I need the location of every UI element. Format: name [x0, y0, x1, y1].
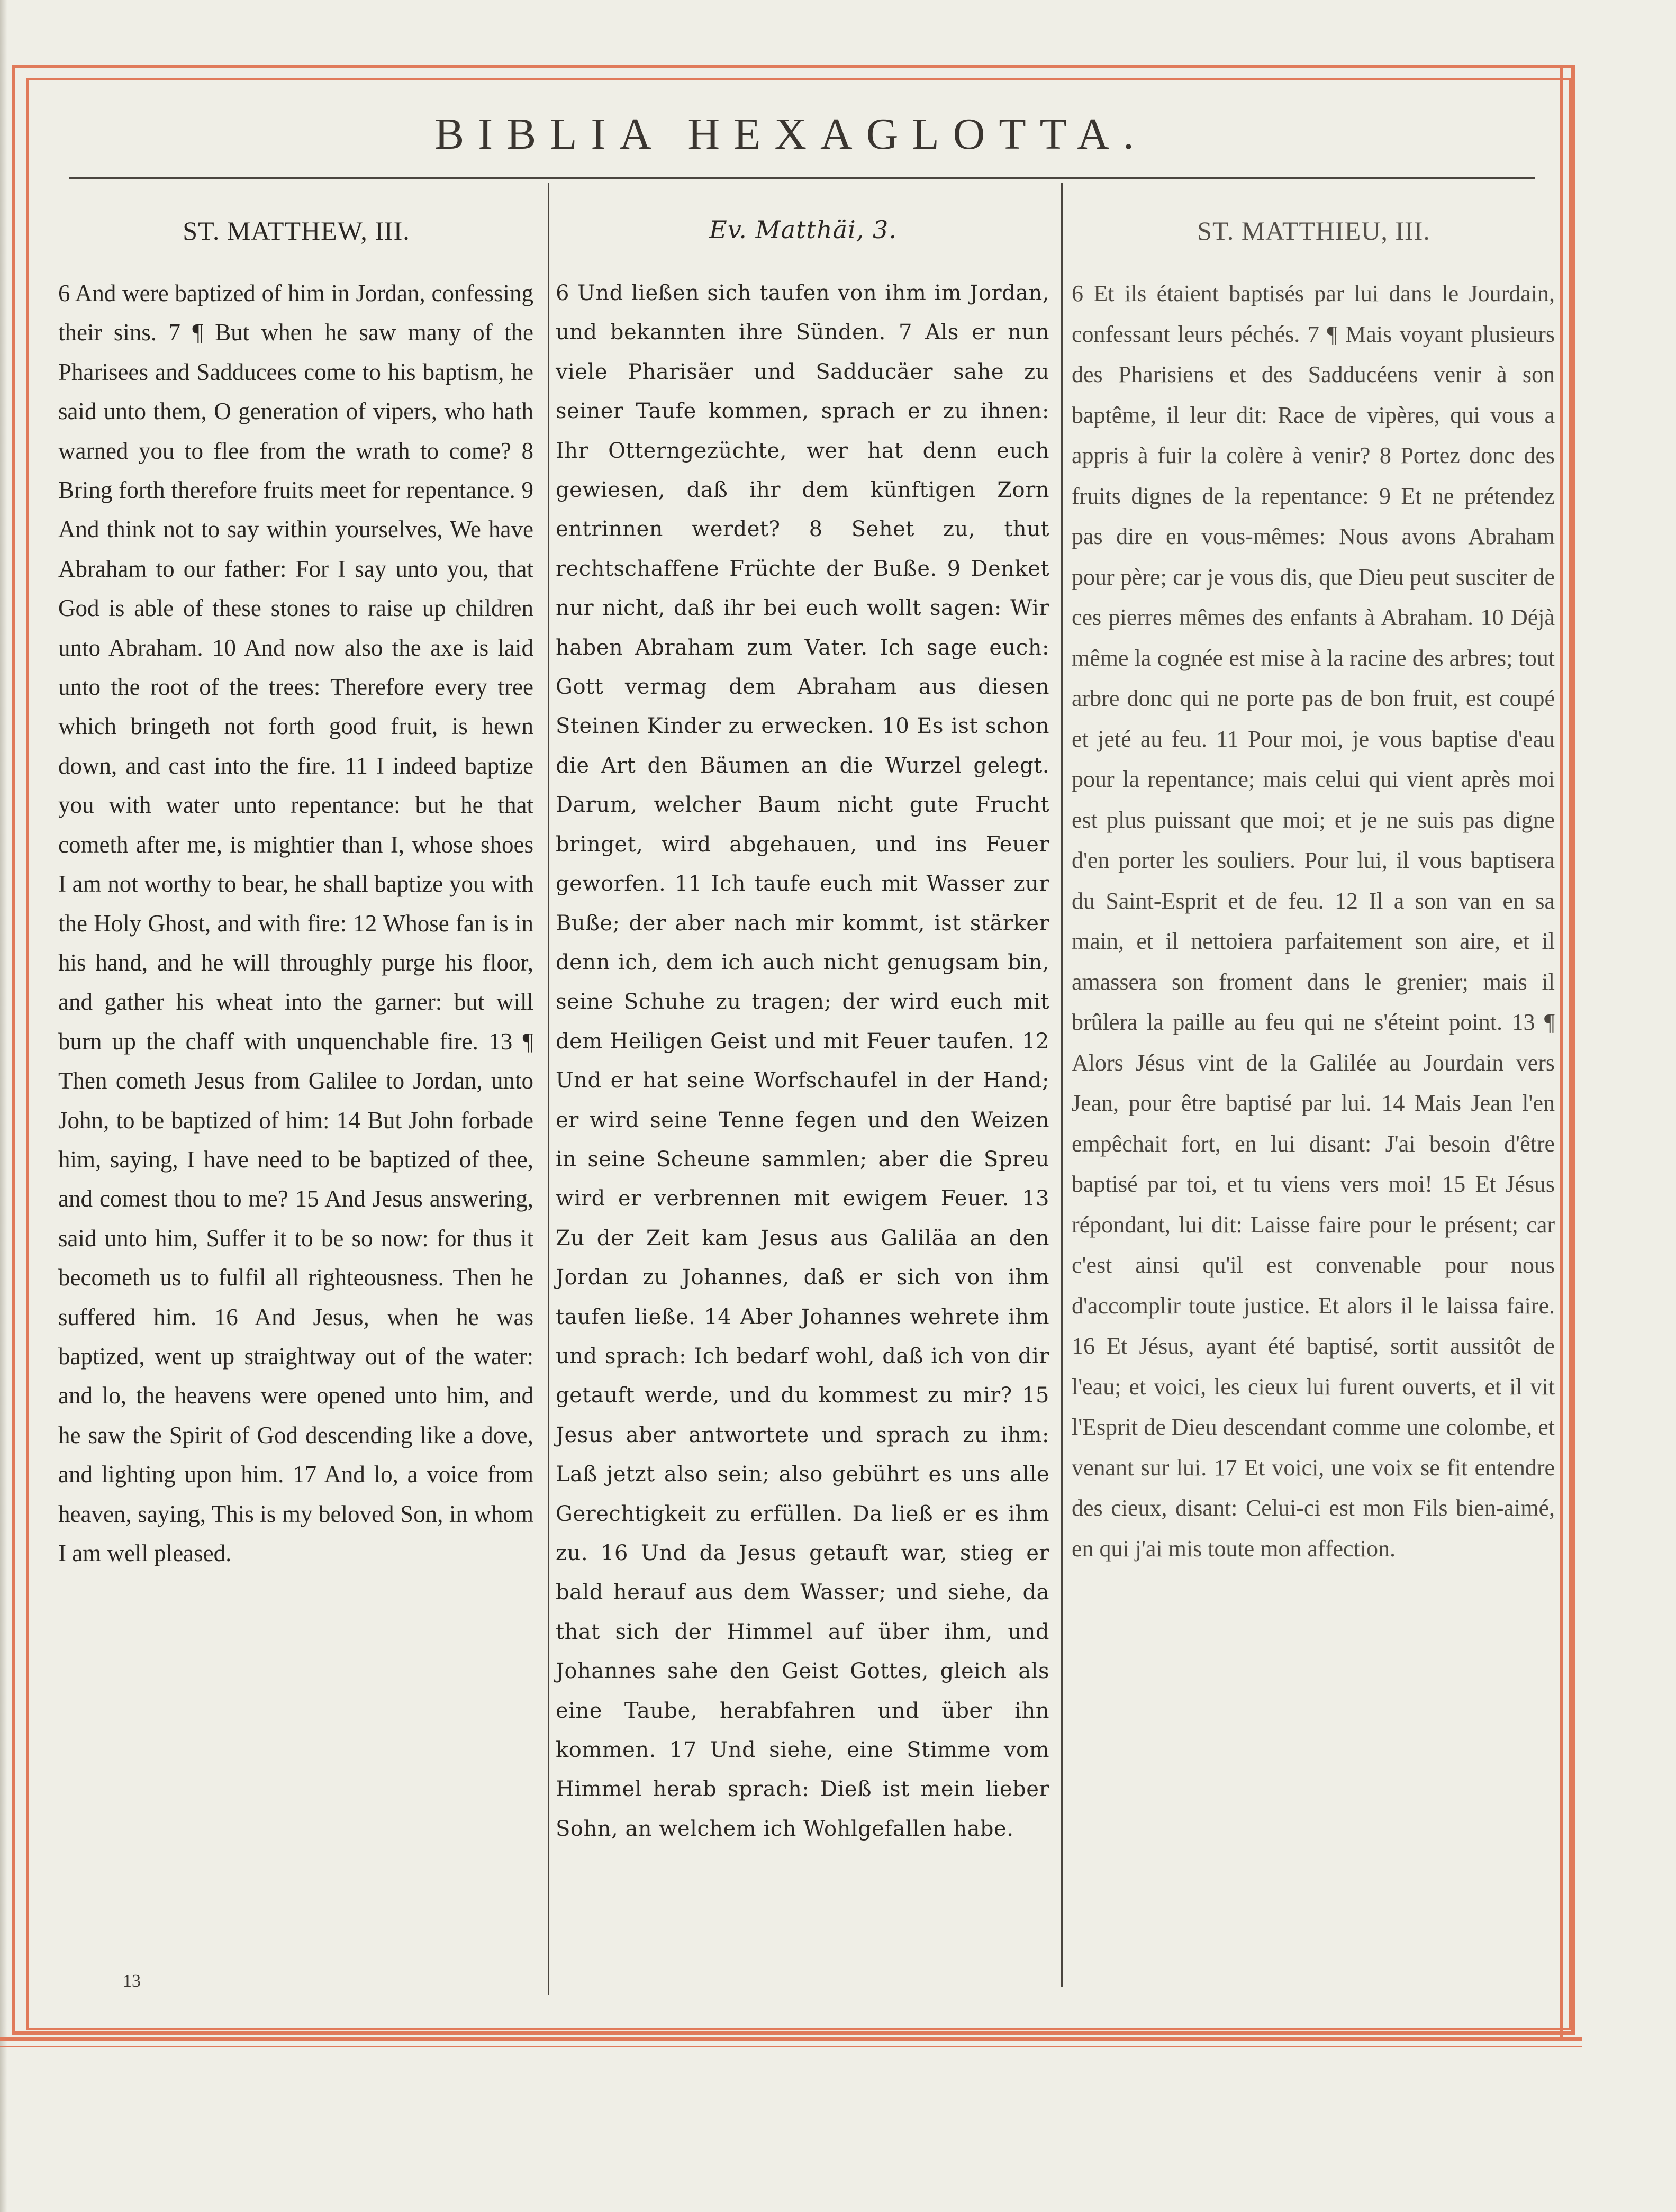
column-divider-left [548, 183, 549, 1995]
column-text-german: 6 Und ließen sich taufen von ihm im Jordan, und bekannten ihre Sünden. 7 Als er nun viele Pharisäer und Sadducäer sahe zu seiner Taufe kommen, sprach er zu ihnen: Ihr Otterngezüchte, wer hat denn euch gewiesen, daß ihr dem künftigen Zorn entrinnen werdet? 8 Sehet zu, thut rechtschaffene Früchte der Buße. 9 Denket nur nicht, daß ihr bei euch wollt sagen: Wir haben Abraham zum Vater. Ich sage euch: Gott vermag dem Abraham aus diesen Steinen Kinder zu erwecken. 10 Es ist schon die Art den Bäumen an die Wurzel gelegt. Darum, welcher Baum nicht gute Frucht bringet, wird abgehauen, und ins Feuer geworfen. 11 Ich taufe euch mit Wasser zur Buße; der aber nach mir kommt, ist stärker denn ich, dem ich auch nicht genugsam bin, seine Schuhe zu tragen; der wird euch mit dem Heiligen Geist und mit Feuer taufen. 12 Und er hat seine Worfschaufel in der Hand; er wird seine Tenne fegen und den Weizen in seine Scheune sammlen; aber die Spreu wird er verbrennen mit ewigem Feuer. 13 Zu der Zeit kam Jesus aus Galiläa an den Jordan zu Johannes, daß er sich von ihm taufen ließe. 14 Aber Johannes wehrete ihm und sprach: Ich bedarf wohl, daß ich von dir getauft werde, und du kommest zu mir? 15 Jesus aber antwortete und sprach zu ihm: Laß jetzt also sein; also gebührt es uns alle Gerechtigkeit zu erfüllen. Da ließ er es ihm zu. 16 Und da Jesus getauft war, stieg er bald herauf aus dem Wasser; und siehe, da that sich der Himmel auf über ihm, und Johannes sahe den Geist Gottes, gleich als eine Taube, herabfahren und über ihn kommen. 17 Und siehe, eine Stimme vom Himmel herab sprach: Dieß ist mein lieber Sohn, an welchem ich Wohlgefallen habe. [556, 281, 1049, 1841]
column-heading-german: Ev. Matthäi, 3. [709, 215, 897, 244]
column-heading-french: ST. MATTHIEU, III. [1197, 216, 1430, 246]
column-text-french: 6 Et ils étaient baptisés par lui dans le Jourdain, confessant leurs péchés. 7 ¶ Mais voyant plusieurs des Pharisiens et des Sadducéens venir à son baptême, il leur dit: Race de vipères, qui vous a appris à fuir la colère à venir? 8 Portez donc des fruits dignes de la repentance: 9 Et ne prétendez pas dire en vous-mêmes: Nous avons Abraham pour père; car je vous dis, que Dieu peut susciter de ces pierres mêmes des enfants à Abraham. 10 Déjà même la cognée est mise à la racine des arbres; tout arbre donc qui ne porte pas de bon fruit, est coupé et jeté au feu. 11 Pour moi, je vous baptise d'eau pour la repentance; mais celui qui vient après moi est plus puissant que moi; et je ne suis pas digne d'en porter les souliers. Pour lui, il vous baptisera du Saint-Esprit et de feu. 12 Il a son van en sa main, et il nettoiera parfaitement son aire, et il amassera son froment dans le grenier; mais il brûlera la paille au feu qui ne s'éteint point. 13 ¶ Alors Jésus vint de la Galilée au Jourdain vers Jean, pour être baptisé par lui. 14 Mais Jean l'en empêchait fort, en lui disant: J'ai besoin d'être baptisé par toi, et tu viens vers moi! 15 Et Jésus répondant, lui dit: Laisse faire pour le présent; car c'est ainsi qu'il est convenable pour nous d'accomplir toute justice. Et alors il le laissa faire. 16 Et Jésus, ayant été baptisé, sortit aussitôt de l'eau; et voici, les cieux lui furent ouverts, et il vit l'Esprit de Dieu descendant comme une colombe, et venant sur lui. 17 Et voici, une voix se fit entendre des cieux, disant: Celui-ci est mon Fils bien-aimé, en qui j'ai mis toute mon affection. [1072, 280, 1555, 1562]
column-english [53, 183, 540, 1573]
title-underline [69, 177, 1535, 179]
column-divider-right [1061, 183, 1063, 1987]
column-french [1066, 183, 1561, 1569]
column-heading-english: ST. MATTHEW, III. [183, 216, 410, 246]
page-title: BIBLIA HEXAGLOTTA. [434, 110, 1148, 159]
page-number: 13 [123, 1971, 141, 1991]
column-text-english: 6 And were baptized of him in Jordan, confessing their sins. 7 ¶ But when he saw many of the Pharisees and Sadducees come to his baptism, he said unto them, O generation of vipers, who hath warned you to flee from the wrath to come? 8 Bring forth therefore fruits meet for repentance. 9 And think not to say within yourselves, We have Abraham to our father: For I say unto you, that God is able of these stones to raise up children unto Abraham. 10 And now also the axe is laid unto the root of the trees: Therefore every tree which bringeth not forth good fruit, is hewn down, and cast into the fire. 11 I indeed baptize you with water unto repentance: but he that cometh after me, is mightier than I, whose shoes I am not worthy to bear, he shall baptize you with the Holy Ghost, and with fire: 12 Whose fan is in his hand, and he will throughly purge his floor, and gather his wheat into the garner: but will burn up the chaff with unquenchable fire. 13 ¶ Then cometh Jesus from Galilee to Jordan, unto John, to be baptized of him: 14 But John forbade him, saying, I have need to be baptized of thee, and comest thou to me? 15 And Jesus answering, said unto him, Suffer it to be so now: for thus it becometh us to fulfil all righteousness. Then he suffered him. 16 And Jesus, when he was baptized, went up straightway out of the water: and lo, the heavens were opened unto him, and he saw the Spirit of God descending like a dove, and lighting upon him. 17 And lo, a voice from heaven, saying, This is my beloved Son, in whom I am well pleased. [58, 280, 533, 1566]
page-binding-shadow [0, 0, 7, 2212]
column-german [550, 183, 1056, 1848]
border-bottom-rule-thin [0, 2046, 1582, 2047]
border-bottom-rule [0, 2037, 1582, 2041]
